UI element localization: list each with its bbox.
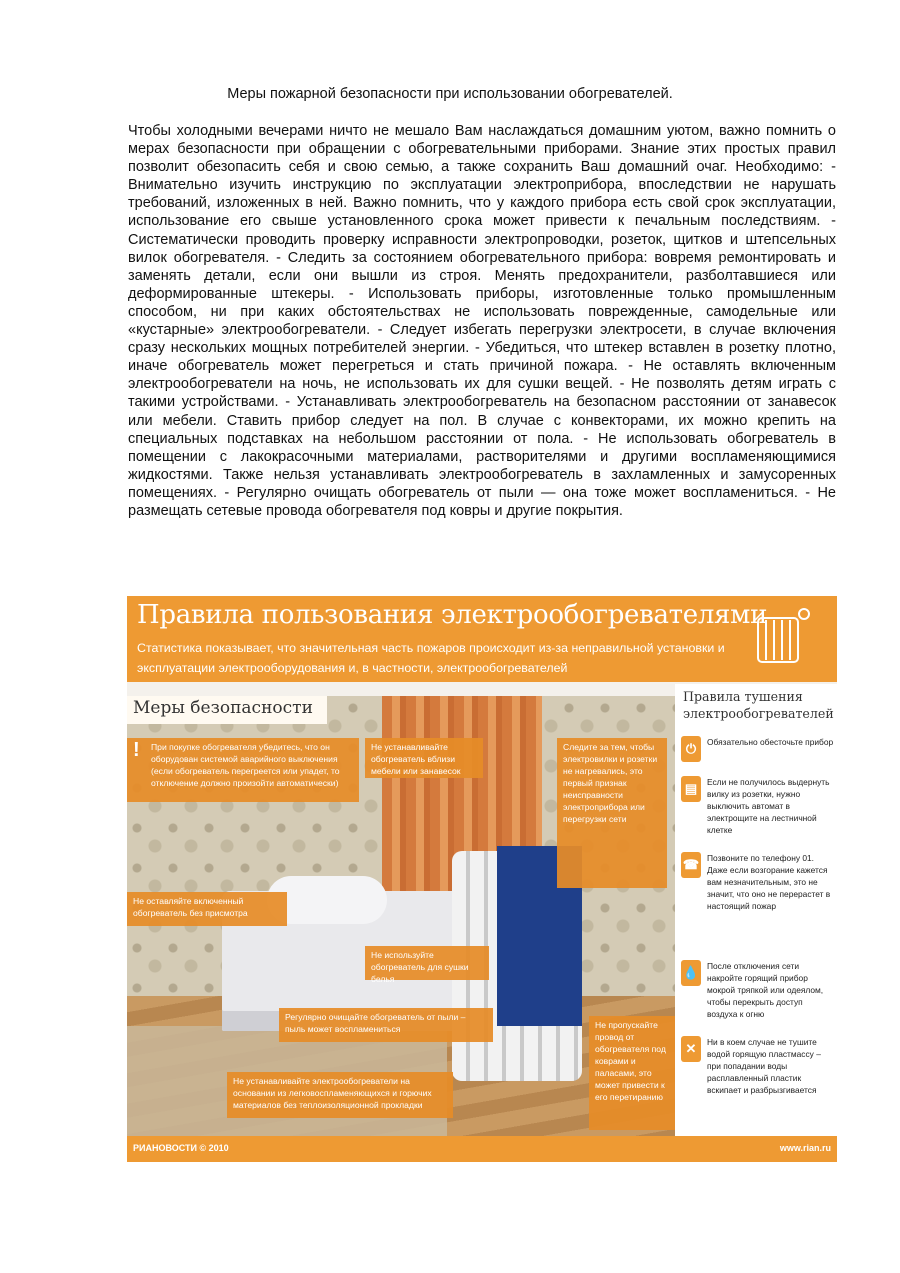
callout-text: Следите за тем, чтобы электровилки и розетки не нагревались, это первый признак неисправности электроприбора или перегрузки сети (563, 742, 658, 824)
callout-distance (365, 738, 483, 778)
rule-text: Ни в коем случае не тушите водой горящую пластмассу – при попадании воды расплавленный пластик вскипает и разбрызгивается (707, 1037, 821, 1095)
callout-cable (589, 1016, 675, 1130)
extinguishing-rules-panel (675, 684, 837, 1136)
callout-emergency-shutoff (127, 738, 359, 802)
measures-heading-box (127, 696, 327, 724)
rule-item (681, 852, 833, 948)
footer-url: www.rian.ru (779, 1143, 831, 1153)
power-plug-icon: ⏻ (681, 736, 701, 762)
callout-text: Не устанавливайте обогреватель вблизи мебели или занавесок (371, 742, 461, 776)
rule-item (681, 776, 833, 836)
rule-text: После отключения сети накройте горящий прибор мокрой тряпкой или одеялом, чтобы перекрыть доступ воздуха к огню (707, 961, 824, 1019)
callout-text: При покупке обогревателя убедитесь, что он оборудован системой аварийного выключения (если обогреватель перегреется или упадет, то отключение должно произойти автоматически) (151, 742, 340, 788)
footer-credit: РИАНОВОСТИ © 2010 (133, 1143, 229, 1153)
document-body: Чтобы холодными вечерами ничто не мешало Вам наслаждаться домашним уютом, важно помнить о мерах безопасности при обращении с обогревательными приборами. Знание этих простых правил позволит обезопасить себя и свою семью, а также сохранить Ваш домашний очаг. Необходимо: - Внимательно изучить инструкцию по эксплуатации электроприбора, впоследствии не нарушать требований, изложенных в ней. Важно помнить, что у каждого прибора есть свой срок эксплуатации, использование его свыше установленного срока может привести к печальным последствиям. - Систематически проводить проверку исправности электропроводки, розеток, щитков и штепсельных вилок обогревателя. - Следить за состоянием обогревательного прибора: вовремя ремонтировать и заменять детали, если они вышли из строя. Менять предохранители, разболтавшиеся или деформированные штекеры. - Использовать приборы, изготовленные только промышленным способом, ни при каких обстоятельствах не использовать поврежденные, самодельные или «кустарные» электрообогреватели. - Следует избегать перегрузки электросети, в случае включения сразу нескольких мощных потребителей энергии. - Убедиться, что штекер вставлен в розетку плотно, иначе обогреватель может перегреться и стать причиной пожара. - Не оставлять включенным электрообогреватели на ночь, не использовать их для сушки вещей. - Не позволять детям играть с такими устройствами. - Устанавливать электрообогреватель на безопасном расстоянии от занавесок или мебели. Ставить прибор следует на пол. В случае с конвекторами, их можно крепить на специальных подставках на небольшом расстоянии от пола. - Не использовать обогреватель в помещении с лакокрасочными материалами, растворителями и другими воспламеняющимися жидкостями. Также нельзя устанавливать электрообогреватель в захламленных и замусоренных помещениях. - Регулярно очищать обогреватель от пыли — она тоже может воспламениться. - Не размещать сетевые провода обогревателя под ковры и другие покрытия. (128, 123, 836, 519)
callout-text: Не оставляйте включенный обогреватель без присмотра (133, 896, 248, 918)
infographic-subtitle: Статистика показывает, что значительная часть пожаров происходит из-за неправильной установки и эксплуатации электрооборудования и, в частности, электрообогревателей (137, 641, 725, 675)
rules-heading: Правила тушения электрообогревателей (683, 689, 834, 721)
callout-plug-heat (557, 738, 667, 888)
infographic (127, 596, 837, 1162)
rule-text: Обязательно обесточьте прибор (707, 737, 834, 747)
infographic-footer (127, 1136, 837, 1162)
callout-unattended (127, 892, 287, 926)
rule-item (681, 1036, 833, 1120)
wet-cloth-icon: 💧 (681, 960, 701, 986)
warning-icon: ! (133, 739, 140, 761)
infographic-header (127, 596, 837, 682)
callout-drying (365, 946, 489, 984)
rule-text: Если не получилось выдернуть вилку из розетки, нужно выключить автомат в электрощите на лестничной клетке (707, 777, 830, 835)
callout-text: Не используйте обогреватель для сушки белья (371, 950, 469, 984)
no-water-bucket-icon: ✕ (681, 1036, 701, 1062)
rule-item (681, 736, 833, 766)
callout-flammable-base (227, 1072, 453, 1118)
infographic-title: Правила пользования электрообогревателями (137, 600, 768, 630)
document-title: Меры пожарной безопасности при использовании обогревателей. (227, 86, 673, 102)
rule-text: Позвоните по телефону 01. Даже если возгорание кажется вам незначительным, это не значит, что оно не перерастет в настоящий пожар (707, 853, 831, 911)
radiator-icon (752, 604, 812, 674)
breaker-panel-icon: ▤ (681, 776, 701, 802)
rule-item (681, 960, 833, 1026)
phone-icon: ☎ (681, 852, 701, 878)
callout-text: Не пропускайте провод от обогревателя под коврами и паласами, это может привести к его перетиранию (595, 1020, 666, 1102)
callout-text: Регулярно очищайте обогреватель от пыли – пыль может воспламениться (285, 1012, 466, 1034)
measures-heading: Меры безопасности (133, 698, 313, 718)
callout-text: Не устанавливайте электрообогреватели на основании из легковоспламеняющихся и горючих материалов без теплоизоляционной прокладки (233, 1076, 432, 1110)
callout-dust (279, 1008, 493, 1042)
